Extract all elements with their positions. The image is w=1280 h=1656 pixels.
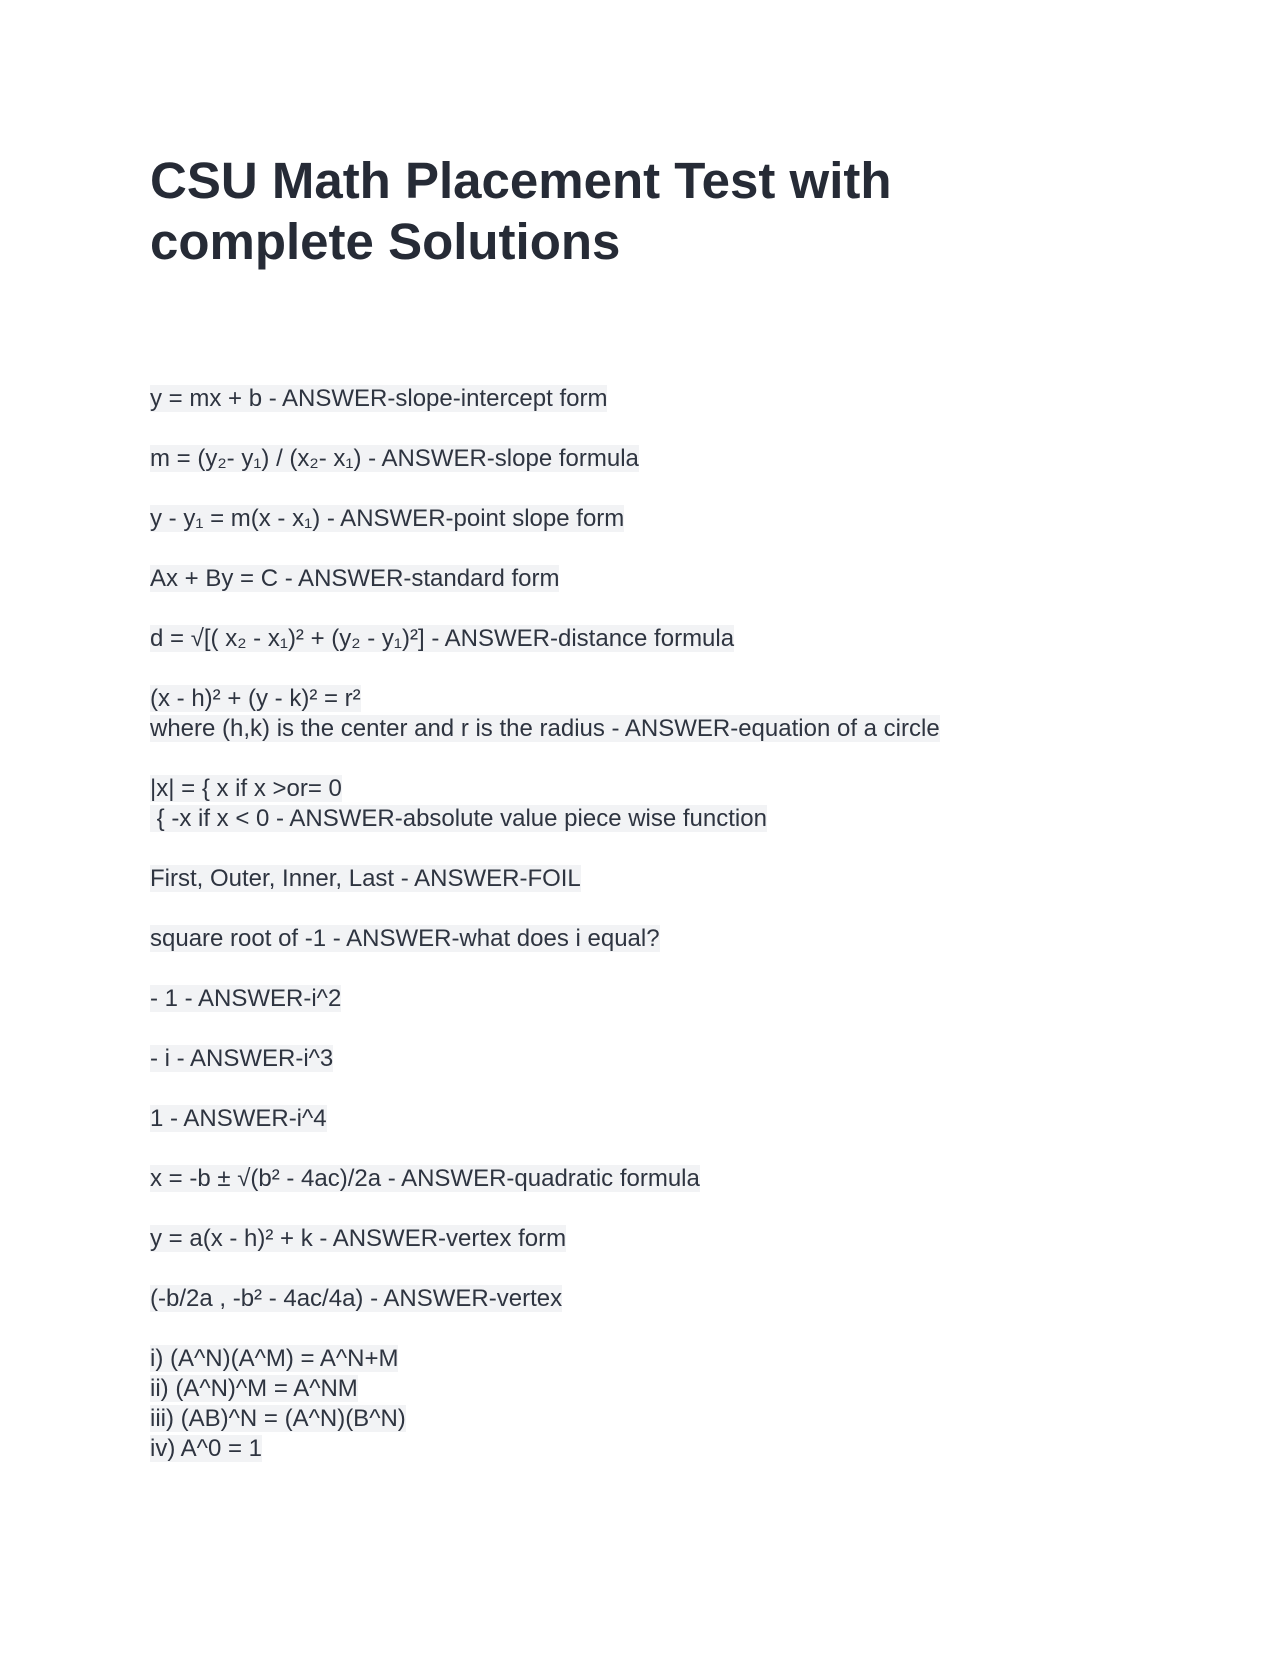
list-item-text: d = √[( x₂ - x₁)² + (y₂ - y₁)²] - ANSWER-distance formula [150, 625, 735, 652]
flashcard-list [150, 384, 1150, 1494]
list-item [150, 864, 1150, 894]
page-title [150, 150, 1150, 272]
list-item [150, 564, 1150, 594]
list-item-text: First, Outer, Inner, Last - ANSWER-FOIL [150, 865, 581, 892]
list-item-line [150, 1044, 1150, 1074]
list-item-text: y = a(x - h)² + k - ANSWER-vertex form [150, 1225, 567, 1252]
list-item-line [150, 864, 1150, 894]
list-item [150, 1044, 1150, 1074]
title-line-2: complete Solutions [150, 213, 621, 270]
document-page [150, 150, 1150, 1462]
list-item-line [150, 924, 1150, 954]
list-item-text: iii) (AB)^N = (A^N)(B^N) [150, 1405, 406, 1432]
list-item-line [150, 1104, 1150, 1134]
list-item-text: ii) (A^N)^M = A^NM [150, 1375, 358, 1402]
list-item-line [150, 1374, 1150, 1404]
list-item [150, 624, 1150, 654]
list-item-line [150, 714, 1150, 744]
list-item-line [150, 804, 1150, 834]
list-item-text: iv) A^0 = 1 [150, 1435, 262, 1462]
list-item-text: - 1 - ANSWER-i^2 [150, 985, 342, 1012]
list-item [150, 924, 1150, 954]
title-line-1: CSU Math Placement Test with [150, 152, 892, 209]
list-item-text: where (h,k) is the center and r is the radius - ANSWER-equation of a circle [150, 715, 940, 742]
list-item-text: { -x if x < 0 - ANSWER-absolute value piece wise function [150, 805, 767, 832]
list-item-line [150, 1224, 1150, 1254]
list-item [150, 1164, 1150, 1194]
list-item-line [150, 1284, 1150, 1314]
list-item-text: - i - ANSWER-i^3 [150, 1045, 334, 1072]
list-item [150, 384, 1150, 414]
list-item [150, 444, 1150, 474]
list-item-text: |x| = { x if x >or= 0 [150, 775, 342, 802]
list-item [150, 1224, 1150, 1254]
list-item-line [150, 504, 1150, 534]
list-item-line [150, 984, 1150, 1014]
list-item-text: i) (A^N)(A^M) = A^N+M [150, 1345, 399, 1372]
list-item-line [150, 684, 1150, 714]
list-item-text: y - y₁ = m(x - x₁) - ANSWER-point slope form [150, 505, 625, 532]
list-item-line [150, 444, 1150, 474]
list-item [150, 774, 1150, 834]
list-item-text: Ax + By = C - ANSWER-standard form [150, 565, 560, 592]
list-item [150, 1104, 1150, 1134]
list-item-text: 1 - ANSWER-i^4 [150, 1105, 327, 1132]
list-item [150, 984, 1150, 1014]
list-item-line [150, 384, 1150, 414]
list-item-text: square root of -1 - ANSWER-what does i equal? [150, 925, 660, 952]
list-item-line [150, 774, 1150, 804]
list-item-line [150, 1344, 1150, 1374]
list-item-line [150, 1404, 1150, 1434]
list-item [150, 504, 1150, 534]
list-item-line [150, 1164, 1150, 1194]
list-item [150, 1284, 1150, 1314]
list-item-line [150, 564, 1150, 594]
list-item-text: y = mx + b - ANSWER-slope-intercept form [150, 385, 608, 412]
list-item-text: (-b/2a , -b² - 4ac/4a) - ANSWER-vertex [150, 1285, 563, 1312]
list-item-line [150, 1434, 1150, 1464]
list-item [150, 684, 1150, 744]
list-item-line [150, 624, 1150, 654]
list-item [150, 1344, 1150, 1464]
list-item-text: m = (y₂- y₁) / (x₂- x₁) - ANSWER-slope formula [150, 445, 639, 472]
list-item-text: (x - h)² + (y - k)² = r² [150, 685, 361, 712]
list-item-text: x = -b ± √(b² - 4ac)/2a - ANSWER-quadratic formula [150, 1165, 700, 1192]
